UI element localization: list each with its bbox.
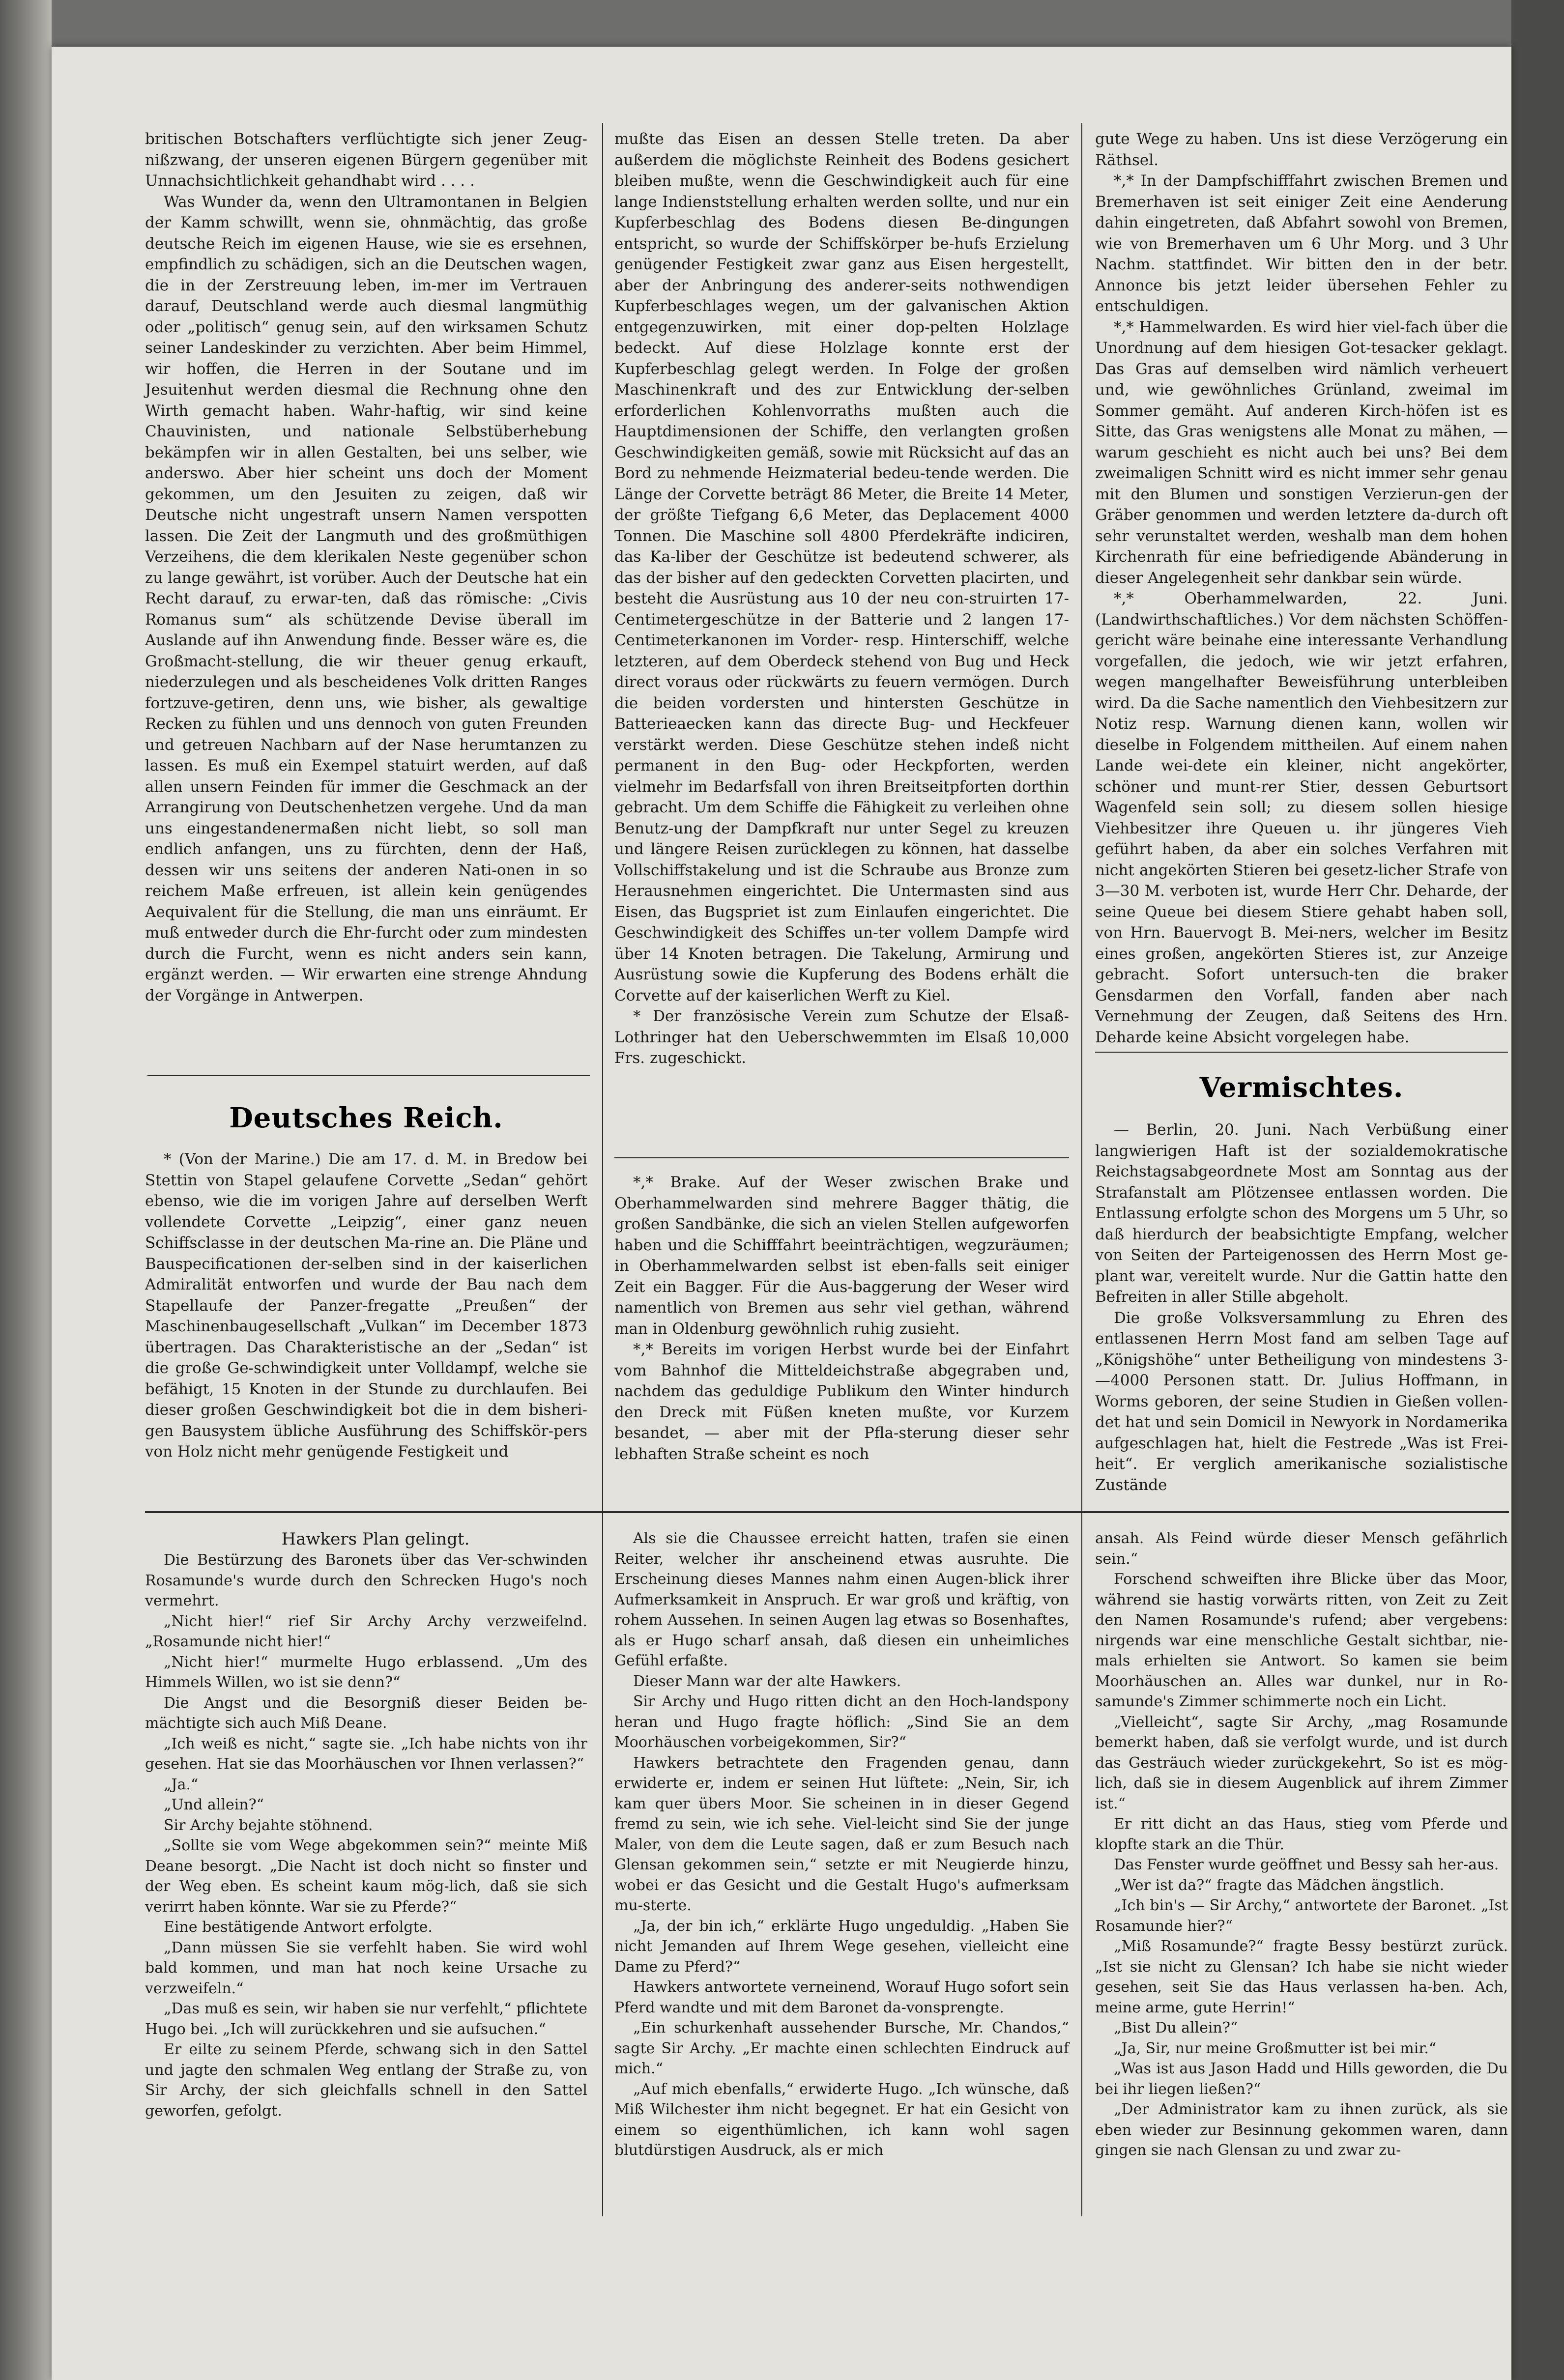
article-paragraph: *,* In der Dampfschifffahrt zwischen Bremen und Bremerhaven ist seit einiger Zeit eine Aenderung dahin eingetreten, daß Abfahrt sowohl von Bremen, wie von Bremerhaven um 6 Uhr Morg. und 3 Uhr Nachm. stattfindet. Wir bitten den in der betr. Annonce bis jetzt leider übersehen Fehler zu entschuldigen. <box>1095 172 1508 315</box>
story-paragraph: „Auf mich ebenfalls,“ erwiderte Hugo. „Ich wünsche, daß Miß Wilchester ihm nicht begegnet. Er hat ein Gesicht von einem so eigenthümlichen, ich kann wohl sagen blutdürstigen Ausdruck, als er mich <box>614 2080 1069 2159</box>
story-paragraph: „Dann müssen Sie sie verfehlt haben. Sie wird wohl bald kommen, und man hat noch keine Ursache zu verzweifeln.“ <box>145 1939 587 1997</box>
article-paragraph: britischen Botschafters verflüchtigte sich jener Zeug-nißzwang, der unseren eigenen Bürgern gegenüber mit Unnachsichtlichkeit gehandhabt wird . . . . <box>145 130 587 190</box>
serial-column-3 <box>1095 1528 1508 2161</box>
story-paragraph: ansah. Als Feind würde dieser Mensch gefährlich sein.“ <box>1095 1530 1508 1568</box>
article-paragraph: Was Wunder da, wenn den Ultramontanen in Belgien der Kamm schwillt, wenn sie, ohnmächtig, das große deutsche Reich im eigenen Hause, wie sie es ersehnen, empfindlich zu schädigen, sich an die Deutschen wagen, die in der Zerstreuung leben, im-mer im Vertrauen darauf, Deutschland werde auch diesmal langmüthig oder „politisch“ genug sein, auf den wirksamen Schutz seiner Landeskinder zu verzichten. Aber beim Himmel, wir hoffen, die Herren in der Soutane und im Jesuitenhut werden diesmal die Rechnung ohne den Wirth gemacht haben. Wahr-haftig, wir sind keine Chauvinisten, und nationale Selbstüberhebung bekämpfen wir in allen Gestalten, bei uns selber, wie anderswo. Aber hier scheint uns doch der Moment gekommen, um den Jesuiten zu zeigen, daß wir Deutsche nicht ungestraft unsern Namen verspotten lassen. Die Zeit der Langmuth und des großmüthigen Verzeihens, die dem klerikalen Neste gegenüber schon zu lange gewährt, ist vorüber. Auch der Deutsche hat ein Recht darauf, zu erwar-ten, daß das römische: „Civis Romanus sum“ als schützende Devise überall im Auslande auf ihn Anwendung finde. Besser wäre es, die Großmacht-stellung, die wir theuer genug erkauft, niederzulegen und als bescheidenes Volk dritten Ranges fortzuve-getiren, denn uns, wie bisher, als gewaltige Recken zu fühlen und uns dennoch von guten Freunden und getreuen Nachbarn auf der Nase herumtanzen zu lassen. Es muß ein Exempel statuirt werden, auf daß allen unsern Feinden für immer die Geschmack an der Arrangirung von Deutschenhetzen vergehe. Und da man uns eingestandenermaßen nicht liebt, so soll man endlich anfangen, uns zu fürchten, denn der Haß, dessen wir uns seitens der anderen Nati-onen in so reichem Maße erfreuen, ist allein kein genügendes Aequivalent für die Stellung, die man uns einräumt. Er muß entweder durch die Ehr-furcht oder zum mindesten durch die Furcht, wenn es nicht anders sein kann, ergänzt werden. — Wir erwarten eine strenge Ahndung der Vorgänge in Antwerpen. <box>145 193 587 1004</box>
article-paragraph: *,* Oberhammelwarden, 22. Juni. (Landwirthschaftliches.) Vor dem nächsten Schöffen-gericht wäre beinahe eine interessante Verhandlung vorgefallen, die jedoch, wie wir jetzt erfahren, wegen mangelhafter Beweisführung unterbleiben wird. Da die Sache namentlich den Viehbesitzern zur Notiz resp. Warnung dienen kann, wollen wir dieselbe in Folgendem mittheilen. Auf einem nahen Lande wei-dete ein kleiner, nicht angekörter, schöner und munt-rer Stier, dessen Geburtsort Wagenfeld sein soll; zu diesem sollen hiesige Viehbesitzer ihre Queuen u. ihr jüngeres Vieh geführt haben, da aber ein solches Verfahren mit nicht angekörten Stieren bei gesetz-licher Strafe von 3—30 M. verboten ist, wurde Herr Chr. Deharde, der seine Queue bei diesem Stiere gehabt haben soll, von Hrn. Bauervogt B. Mei-ners, welcher im Besitz eines großen, angekörten Stieres ist, zur Anzeige gebracht. Sofort untersuch-ten die braker Gensdarmen den Vorfall, fanden aber nach Vernehmung der Zeugen, daß Seitens des Hrn. Deharde keine Absicht vorgelegen habe. <box>1095 590 1508 1046</box>
story-paragraph: „Sollte sie vom Wege abgekommen sein?“ meinte Miß Deane besorgt. „Die Nacht ist doch nicht so finster und der Weg eben. Es scheint kaum mög-lich, daß sie sich verirrt haben könnte. War sie zu Pferde?“ <box>145 1837 587 1916</box>
story-paragraph: Er ritt dicht an das Haus, stieg vom Pferde und klopfte stark an die Thür. <box>1095 1815 1508 1853</box>
serial-column-2 <box>614 1528 1069 2161</box>
column-3-vermischtes <box>1095 1119 1508 1495</box>
story-paragraph: „Ja.“ <box>164 1776 199 1793</box>
section-divider <box>147 1075 590 1076</box>
article-paragraph: * Der französische Verein zum Schutze der Elsaß-Lothringer hat den Ueberschwemmten im Elsaß 10,000 Frs. zugeschickt. <box>614 1007 1069 1067</box>
column-3 <box>1095 129 1508 1048</box>
section-divider <box>1095 1052 1508 1053</box>
story-paragraph: Hawkers antwortete verneinend, Worauf Hugo sofort sein Pferd wandte und mit dem Baronet da-vonsprengte. <box>614 1979 1069 2016</box>
story-paragraph: „Ja, der bin ich,“ erklärte Hugo ungeduldig. „Haben Sie nicht Jemanden auf Ihrem Wege gesehen, vielleicht eine Dame zu Pferd?“ <box>614 1917 1069 1976</box>
feuilleton-divider <box>145 1511 1509 1513</box>
column-2-local <box>614 1172 1069 1464</box>
column-1 <box>145 129 587 1006</box>
story-paragraph: „Miß Rosamunde?“ fragte Bessy bestürzt zurück. „Ist sie nicht zu Glensan? Ich habe sie nicht wieder gesehen, seit Sie das Haus verlassen ha-ben. Ach, meine arme, gute Herrin!“ <box>1095 1938 1508 2016</box>
story-paragraph: Sir Archy und Hugo ritten dicht an den Hoch-landspony heran und Hugo fragte höflich: „Sind Sie an dem Moorhäuschen vorbeigekommen, Sir?“ <box>614 1693 1069 1751</box>
story-paragraph: Dieser Mann war der alte Hawkers. <box>633 1672 901 1690</box>
page-edge <box>1511 0 1564 2380</box>
story-paragraph: Das Fenster wurde geöffnet und Bessy sah her-aus. <box>1114 1856 1499 1873</box>
story-paragraph: „Der Administrator kam zu ihnen zurück, als sie eben wieder zur Besinnung gekommen waren, dann gingen sie nach Glensan zu und zwar zu- <box>1095 2101 1508 2159</box>
story-paragraph: Die Bestürzung des Baronets über das Ver-schwinden Rosamunde's wurde durch den Schrecken Hugo's noch vermehrt. <box>145 1551 587 1609</box>
story-paragraph: „Ein schurkenhaft aussehender Bursche, Mr. Chandos,“ sagte Sir Archy. „Er machte einen schlechten Eindruck auf mich.“ <box>614 2019 1069 2077</box>
story-paragraph: „Ich weiß es nicht,“ sagte sie. „Ich habe nichts von ihr gesehen. Hat sie das Moorhäuschen vor Ihnen verlassen?“ <box>145 1735 587 1773</box>
article-paragraph: Die große Volksversammlung zu Ehren des entlassenen Herrn Most fand am selben Tage auf „Königshöhe“ unter Betheiligung von mindestens 3-—4000 Personen statt. Dr. Julius Hoffmann, in Worms geboren, der seine Studien in Gießen vollen-det hat und sein Domicil in Newyork in Nordamerika aufgeschlagen hat, hielt die Festrede „Was ist Frei-heit“. Er verglich amerikanische sozialistische Zustände <box>1095 1309 1508 1494</box>
story-paragraph: „Was ist aus Jason Hadd und Hills geworden, die Du bei ihr liegen ließen?“ <box>1095 2060 1508 2098</box>
article-paragraph: * (Von der Marine.) Die am 17. d. M. in Bredow bei Stettin von Stapel gelaufene Corvette „Sedan“ gehört ebenso, wie die im vorigen Jahre auf derselben Werft vollendete Corvette „Leipzig“, einer ganz neuen Schiffsclasse in der deutschen Ma-rine an. Die Pläne und Bauspecificationen der-selben sind in der kaiserlichen Admiralität entworfen und wurde der Bau nach dem Stapellaufe der Panzer-fregatte „Preußen“ der Maschinenbaugesellschaft „Vulkan“ im December 1873 übertragen. Das Charakteristische an der „Sedan“ ist die große Ge-schwindigkeit unter Volldampf, welche sie befähigt, 15 Knoten in der Stunde zu durchlaufen. Bei dieser großen Geschwindigkeit bot die in dem bisheri-gen Bausystem übliche Ausführung des Schiffskör-pers von Holz nicht mehr genügende Festigkeit und <box>145 1150 587 1461</box>
column-1-reich <box>145 1149 587 1462</box>
story-paragraph: Als sie die Chaussee erreicht hatten, trafen sie einen Reiter, welcher ihr anscheinend etwas ausruhte. Die Erscheinung dieses Mannes nahm einen Augen-blick ihrer Aufmerksamkeit in Anspruch. Er war groß und kräftig, von rohem Aussehen. In seinen Augen lag etwas so Bosenhaftes, als er Hugo scharf ansah, daß diesen ein unheimliches Gefühl erfaßte. <box>614 1530 1069 1669</box>
section-heading-wrap <box>1095 1070 1508 1105</box>
story-paragraph: „Nicht hier!“ rief Sir Archy Archy verzweifelnd. „Rosamunde nicht hier!“ <box>145 1612 587 1650</box>
serial-column-1 <box>145 1528 587 2121</box>
column-rule <box>602 123 603 1528</box>
column-rule <box>602 1519 603 2216</box>
article-paragraph: *,* Bereits im vorigen Herbst wurde bei der Einfahrt vom Bahnhof die Mitteldeichstraße abgegraben und, nachdem das geduldige Publikum den Winter hindurch den Dreck mit Füßen kneten mußte, vor Kurzem besandet, — aber mit der Pfla-sterung dieser sehr lebhaften Straße scheint es noch <box>614 1341 1069 1463</box>
story-paragraph: „Wer ist da?“ fragte das Mädchen ängstlich. <box>1114 1876 1445 1894</box>
story-paragraph: „Bist Du allein?“ <box>1114 2019 1238 2036</box>
column-rule <box>1081 1519 1082 2216</box>
article-paragraph: gute Wege zu haben. Uns ist diese Verzögerung ein Räthsel. <box>1095 130 1508 169</box>
section-heading-wrap <box>145 1101 587 1135</box>
story-paragraph: Die Angst und die Besorgniß dieser Beiden be-mächtigte sich auch Miß Deane. <box>145 1694 587 1732</box>
article-paragraph: *,* Hammelwarden. Es wird hier viel-fach über die Unordnung auf dem hiesigen Got-tesacker geklagt. Das Gras auf demselben wird nämlich verheuert und, wie gewöhnliches Grünland, zweimal im Sommer gemäht. Auf anderen Kirch-höfen ist es Sitte, das Gras wenigstens alle Monat zu mähen, — warum geschieht es nicht auch bei uns? Bei dem zweimaligen Schnitt wird es nicht immer sehr genau mit den Blumen und sonstigen Verzierun-gen der Gräber genommen und werden letztere da-durch oft sehr verunstaltet werden, weshalb man dem hohen Kirchenrath für eine befriedigende Abänderung in dieser Angelegenheit sehr dankbar sein würde. <box>1095 318 1508 587</box>
article-paragraph: — Berlin, 20. Juni. Nach Verbüßung einer langwierigen Haft ist der sozialdemokratische Reichstagsabgeordnete Most am Sonntag aus der Strafanstalt am Plötzensee entlassen worden. Die Entlassung erfolgte schon des Morgens um 5 Uhr, so daß hierdurch der beabsichtigte Empfang, welcher von Seiten der Parteigenossen des Herrn Most ge-plant war, vereitelt wurde. Nur die Gattin hatte den Befreiten in aller Stille abgeholt. <box>1095 1121 1508 1306</box>
story-paragraph: Hawkers betrachtete den Fragenden genau, dann erwiderte er, indem er seinen Hut lüftete: „Nein, Sir, ich kam quer übers Moor. Sie scheinen in in dieser Gegend fremd zu sein, wie ich sehe. Viel-leicht sind Sie der junge Maler, von dem die Leute sagen, daß er zum Besuch nach Glensan gekommen sein,“ setzte er mit Neugierde hinzu, wobei er das Gesicht und die Gestalt Hugo's aufmerksam mu-sterte. <box>614 1754 1069 1914</box>
serial-title: Hawkers Plan gelingt. <box>281 1529 470 1549</box>
book-binding <box>0 0 52 2380</box>
section-divider <box>614 1157 1069 1158</box>
story-paragraph: „Ja, Sir, nur meine Großmutter ist bei mir.“ <box>1114 2039 1437 2057</box>
story-paragraph: „Vielleicht“, sagte Sir Archy, „mag Rosamunde bemerkt haben, daß sie verfolgt wurde, und ist durch das Gesträuch wieder zurückgekehrt, So ist es mög-lich, daß sie in diesem Augenblick auf ihrem Zimmer ist.“ <box>1095 1713 1508 1812</box>
article-paragraph: *,* Brake. Auf der Weser zwischen Brake und Oberhammelwarden sind mehrere Bagger thätig, die großen Sandbänke, die sich an vielen Stellen aufgeworfen haben und die Schifffahrt beeinträchtigen, wegzuräumen; in Oberhammelwarden selbst ist eben-falls seit einiger Zeit ein Bagger. Für die Aus-baggerung der Weser wird namentlich von Bremen aus sehr viel gethan, während man in Oldenburg gewöhnlich ruhig zusieht. <box>614 1174 1069 1338</box>
story-paragraph: Forschend schweiften ihre Blicke über das Moor, während sie hastig vorwärts ritten, von Zeit zu Zeit den Namen Rosamunde's rufend; aber vergebens: nirgends war eine menschliche Gestalt sichtbar, nie-mals erhielten sie Antwort. So kamen sie beim Moorhäuschen an. Alles war dunkel, nur in Ro-samunde's Zimmer schimmerte noch ein Licht. <box>1095 1571 1508 1710</box>
article-paragraph: mußte das Eisen an dessen Stelle treten. Da aber außerdem die möglichste Reinheit des Bodens gesichert bleiben mußte, wenn die Geschwindigkeit auch für eine lange Indienststellung erhalten werden sollte, und nur ein Kupferbeschlag des Bodens diesen Be-dingungen entspricht, so wurde der Schiffskörper be-hufs Erzielung genügender Festigkeit zwar ganz aus Eisen hergestellt, aber der Anbringung des anderer-seits nothwendigen Kupferbeschlages wegen, um der galvanischen Aktion entgegenzuwirken, mit einer dop-pelten Holzlage bedeckt. Auf diese Holzlage konnte erst der Kupferbeschlag gelegt werden. In Folge der großen Maschinenkraft und des zur Entwicklung der-selben erforderlichen Kohlenvorraths mußten auch die Hauptdimensionen der Schiffe, den verlangten großen Geschwindigkeiten gemäß, sowie mit Rücksicht auf das an Bord zu nehmende Heizmaterial bedeu-tende werden. Die Länge der Corvette beträgt 86 Meter, die Breite 14 Meter, der größte Tiefgang 6,6 Meter, das Deplacement 4000 Tonnen. Die Maschine soll 4800 Pferdekräfte indiciren, das Ka-liber der Geschütze ist bedeutend schwerer, als das der bisher auf den gedeckten Corvetten placirten, und besteht die Ausrüstung aus 10 der neu con-struirten 17-Centimetergeschütze in der Batterie und 2 langen 17-Centimeterkanonen im Vorder- resp. Hinterschiff, welche letzteren, auf dem Oberdeck stehend von Bug und Heck direct voraus oder rückwärts zu feuern vermögen. Durch die beiden vordersten und hintersten Geschütze in Batterieaecken kann das directe Bug- und Heckfeuer verstärkt werden. Diese Geschütze stehen indeß nicht permanent in den Bug- oder Heckpforten, werden vielmehr im Bedarfsfall von ihren Breitseitpforten dorthin gebracht. Um dem Schiffe die Fähigkeit zu verleihen ohne Benutz-ung der Dampfkraft nur unter Segel zu kreuzen und längere Reisen zurücklegen zu können, hat dasselbe Vollschiffstakelung und ist die Schraube aus Bronze zum Herausnehmen eingerichtet. Die Untermasten sind aus Eisen, das Bugspriet ist zum Einlaufen eingerichtet. Die Geschwindigkeit des Schiffes un-ter vollem Dampfe wird über 14 Knoten betragen. Die Takelung, Armirung und Ausrüstung sowie die Kupferung des Bodens erhält die Corvette auf der kaiserlichen Werft zu Kiel. <box>614 130 1069 1004</box>
story-paragraph: „Nicht hier!“ murmelte Hugo erblassend. „Um des Himmels Willen, wo ist sie denn?“ <box>145 1653 587 1691</box>
column-rule <box>1081 123 1082 1528</box>
story-paragraph: Er eilte zu seinem Pferde, schwang sich in den Sattel und jagte den schmalen Weg entlang der Straße zu, von Sir Archy, der sich gleichfalls schnell in den Sattel geworfen, gefolgt. <box>145 2041 587 2120</box>
section-heading-vermischtes: Vermischtes. <box>1199 1071 1404 1104</box>
column-2 <box>614 129 1069 1069</box>
section-heading-deutsches-reich: Deutsches Reich. <box>229 1102 503 1134</box>
story-paragraph: Sir Archy bejahte stöhnend. <box>164 1816 373 1834</box>
story-paragraph: „Und allein?“ <box>164 1796 264 1813</box>
story-paragraph: „Das muß es sein, wir haben sie nur verfehlt,“ pflichtete Hugo bei. „Ich will zurückkehren und sie aufsuchen.“ <box>145 2000 587 2038</box>
story-paragraph: „Ich bin's — Sir Archy,“ antwortete der Baronet. „Ist Rosamunde hier?“ <box>1095 1897 1508 1935</box>
story-paragraph: Eine bestätigende Antwort erfolgte. <box>164 1919 433 1936</box>
